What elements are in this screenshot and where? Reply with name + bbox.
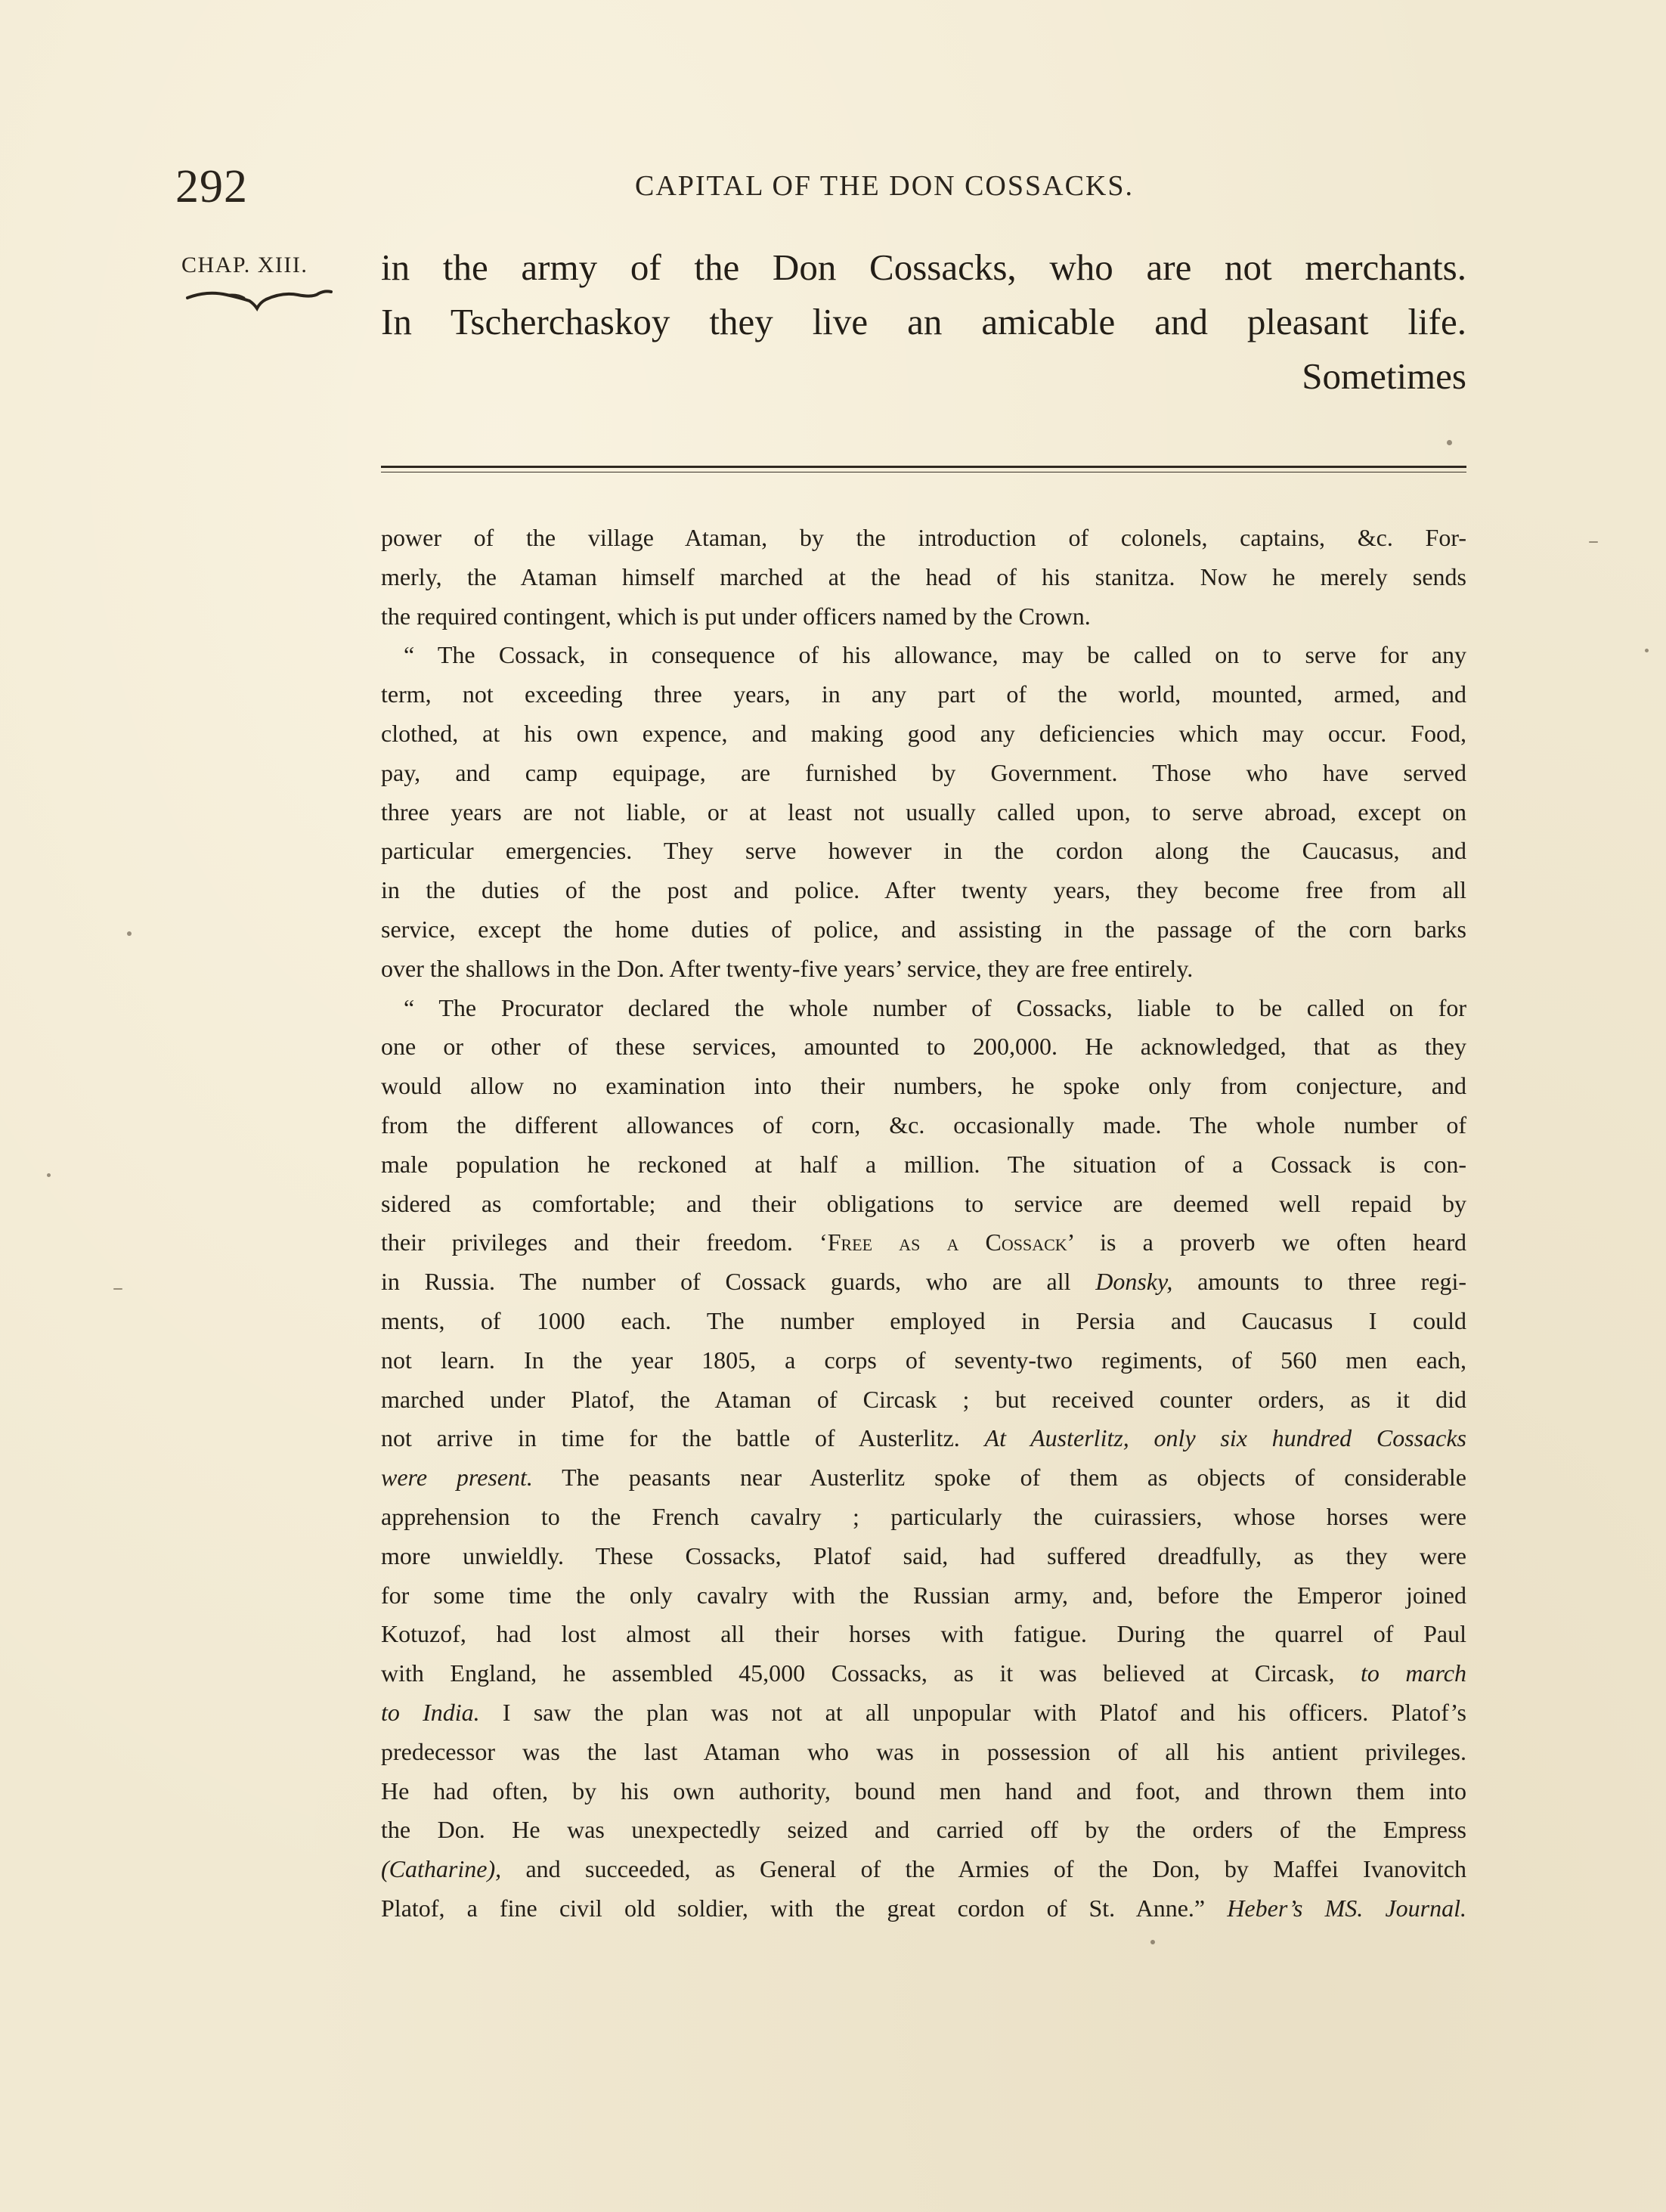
- footnote-line: [381, 1693, 1466, 1733]
- footnote-text: not arrive in time for the battle of Austerlitz.: [381, 1424, 985, 1452]
- footnote-line: [381, 1223, 1466, 1262]
- footnote-line: [381, 1419, 1466, 1458]
- footnote-line: sidered as comfortable; and their obligations to service are deemed well repaid by: [381, 1189, 1466, 1217]
- footnote-line: [381, 1850, 1466, 1889]
- footnote-line: the required contingent, which is put under officers named by the Crown.: [381, 602, 1091, 630]
- footnote-text: The peasants near Austerlitz spoke of them as objects of considerable: [532, 1464, 1467, 1492]
- footnote-line: service, except the home duties of police, and assisting in the passage of the corn barks: [381, 915, 1466, 943]
- footnote-text: with England, he assembled 45,000 Cossacks, as it was believed at Circask,: [381, 1659, 1361, 1687]
- footnote-text: I saw the plan was not at all unpopular with Platof and his officers. Platof’s: [479, 1698, 1467, 1726]
- footnote-text: amounts to three regi-: [1172, 1268, 1466, 1296]
- footnote-line: merly, the Ataman himself marched at the head of his stanitza. Now he merely sends: [381, 562, 1466, 590]
- footnote-line: power of the village Ataman, by the introduction of colonels, captains, &c. For-: [381, 524, 1466, 551]
- footnote-line: not learn. In the year 1805, a corps of seventy-two regiments, of 560 men each,: [381, 1346, 1466, 1374]
- chapter-flourish-ornament: [184, 286, 336, 311]
- footnote-text: their privileges and their freedom. ‘: [381, 1228, 828, 1256]
- footnote-line: “ The Cossack, in consequence of his allowance, may be called on to serve for any: [404, 641, 1466, 669]
- footnote-line: Kotuzof, had lost almost all their horses with fatigue. During the quarrel of Paul: [381, 1620, 1466, 1648]
- footnote-small-caps: Free as a Cossack: [827, 1228, 1067, 1256]
- footnote-line: [381, 1889, 1466, 1929]
- footnote-rule: [381, 466, 1466, 468]
- footnote-text: and succeeded, as General of the Armies of the Don, by Maffei Ivanovitch: [501, 1855, 1466, 1883]
- footnote-line: pay, and camp equipage, are furnished by Government. Those who have served: [381, 758, 1466, 786]
- paper-speck: [1447, 440, 1452, 445]
- footnote-text: Platof, a fine civil old soldier, with the great cordon of St. Anne.”: [381, 1894, 1228, 1922]
- chapter-marker: CHAP. XIII.: [181, 252, 308, 277]
- catchword: Sometimes: [1302, 355, 1466, 397]
- footnote-italic: were present.: [381, 1464, 533, 1492]
- footnote-line: particular emergencies. They serve however in the cordon along the Caucasus, and: [381, 837, 1466, 865]
- footnote-line: [381, 1262, 1466, 1302]
- footnote-line: “ The Procurator declared the whole number of Cossacks, liable to be called on for: [404, 993, 1466, 1021]
- paper-speck: [1150, 1940, 1155, 1944]
- footnote-line: term, not exceeding three years, in any part of the world, mounted, armed, and: [381, 680, 1466, 708]
- footnote-line: marched under Platof, the Ataman of Circask ; but received counter orders, as it did: [381, 1385, 1466, 1413]
- footnote-italic: Heber’s MS. Journal.: [1227, 1894, 1467, 1922]
- footnote-line: three years are not liable, or at least not usually called upon, to serve abroad, except on: [381, 798, 1466, 826]
- main-text: [381, 240, 1466, 404]
- footnote-line: [381, 1654, 1466, 1693]
- footnote-text: in Russia. The number of Cossack guards, who are all: [381, 1268, 1096, 1296]
- footnote-line: would allow no examination into their numbers, he spoke only from conjecture, and: [381, 1072, 1466, 1100]
- running-head: CAPITAL OF THE DON COSSACKS.: [635, 170, 1134, 202]
- footnote-line: predecessor was the last Ataman who was in possession of all his antient privileges.: [381, 1737, 1466, 1765]
- footnote-line: He had often, by his own authority, bound men hand and foot, and thrown them into: [381, 1777, 1466, 1805]
- paper-speck: [1645, 649, 1649, 652]
- footnote-italic: At Austerlitz, only six hundred Cossacks: [984, 1424, 1467, 1452]
- footnote-line: apprehension to the French cavalry ; particularly the cuirassiers, whose horses were: [381, 1502, 1466, 1530]
- footnote-italic: to India.: [381, 1698, 480, 1726]
- footnote-line: in the duties of the post and police. After twenty years, they become free from all: [381, 876, 1466, 904]
- page-number: 292: [175, 161, 248, 212]
- footnote-italic: Donsky,: [1095, 1268, 1173, 1296]
- footnote-line: [381, 1458, 1466, 1498]
- footnote-line: from the different allowances of corn, &c. occasionally made. The whole number of: [381, 1111, 1466, 1139]
- main-line: in the army of the Don Cossacks, who are not merchants.: [381, 246, 1466, 288]
- footnote-line: one or other of these services, amounted to 200,000. He acknowledged, that as they: [381, 1033, 1466, 1061]
- paper-speck: [1589, 541, 1598, 543]
- footnote-line: over the shallows in the Don. After twenty-five years’ service, they are free entirely.: [381, 954, 1194, 982]
- footnote-italic: (Catharine),: [381, 1855, 502, 1883]
- footnote-line: ments, of 1000 each. The number employed in Persia and Caucasus I could: [381, 1306, 1466, 1334]
- footnote-line: male population he reckoned at half a million. The situation of a Cossack is con-: [381, 1150, 1466, 1178]
- footnote: [381, 519, 1466, 1929]
- footnote-line: the Don. He was unexpectedly seized and carried off by the orders of the Empress: [381, 1816, 1466, 1844]
- footnote-italic: to march: [1361, 1659, 1467, 1687]
- paper-speck: [47, 1173, 51, 1177]
- footnote-line: clothed, at his own expence, and making good any deficiencies which may occur. Food,: [381, 719, 1466, 747]
- paper-speck: [127, 931, 132, 936]
- footnote-line: for some time the only cavalry with the Russian army, and, before the Emperor joined: [381, 1581, 1466, 1609]
- main-line: In Tscherchaskoy they live an amicable and pleasant life.: [381, 301, 1466, 342]
- paper-speck: [113, 1288, 122, 1290]
- footnote-line: more unwieldly. These Cossacks, Platof said, had suffered dreadfully, as they were: [381, 1541, 1466, 1569]
- footnote-text: ’ is a proverb we often heard: [1067, 1228, 1467, 1256]
